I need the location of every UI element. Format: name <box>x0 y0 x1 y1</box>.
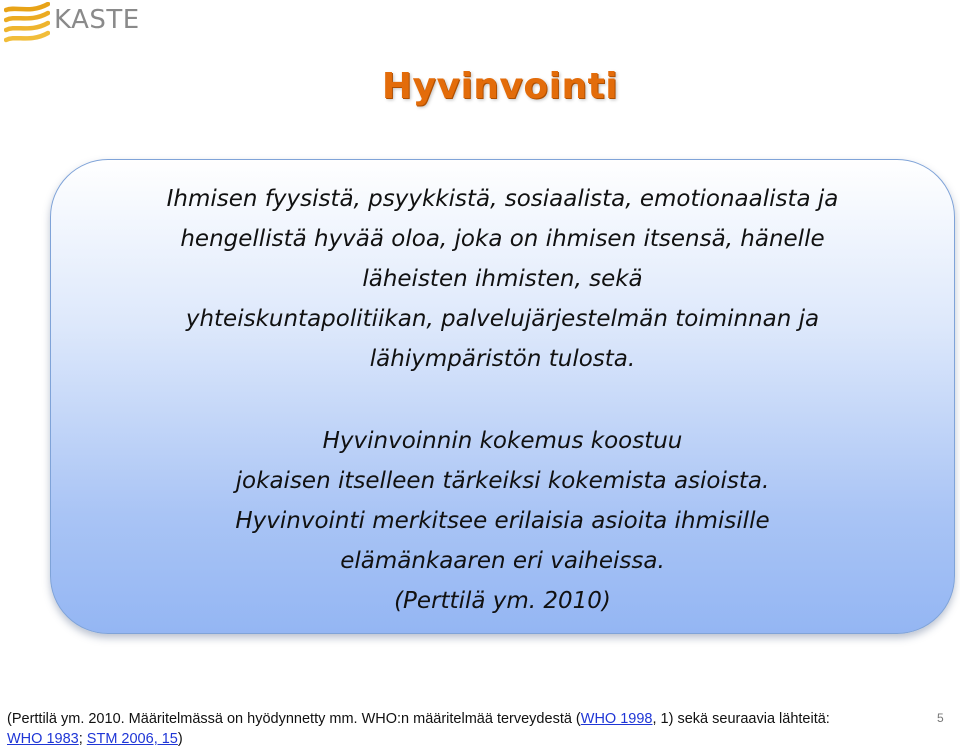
page-number: 5 <box>937 711 944 725</box>
experience-line: Hyvinvoinnin kokemus koostuu <box>322 428 683 454</box>
slide-title: Hyvinvointi <box>381 66 619 107</box>
definition-card <box>50 159 955 634</box>
definition-line: läheisten ihmisten, sekä <box>362 266 643 292</box>
experience-line: jokaisen itselleen tärkeiksi kokemista asioista. <box>235 468 770 494</box>
definition-line: lähiympäristön tulosta. <box>369 346 636 372</box>
footer-text: ; <box>78 731 87 747</box>
citation-line: (Perttilä ym. 2010) <box>394 588 611 614</box>
footer-text: ) <box>177 731 183 747</box>
link-who-1983[interactable]: WHO 1983 <box>7 731 79 747</box>
experience-line: Hyvinvointi merkitsee erilaisia asioita ihmisille <box>235 508 770 534</box>
footer-text: , 1) sekä seuraavia lähteitä: <box>652 711 830 727</box>
link-who-1998[interactable]: WHO 1998 <box>580 711 653 727</box>
footer-reference <box>7 709 867 749</box>
kaste-wave-icon <box>4 2 50 48</box>
definition-line: hengellistä hyvää oloa, joka on ihmisen itsensä, hänelle <box>180 226 825 252</box>
logo-text: KASTE <box>54 5 140 35</box>
kaste-logo <box>4 2 140 48</box>
paragraph-gap <box>51 379 954 421</box>
definition-line: Ihmisen fyysistä, psyykkistä, sosiaalista, emotionaalista ja <box>166 186 839 212</box>
definition-line: yhteiskuntapolitiikan, palvelujärjestelmän toiminnan ja <box>185 306 820 332</box>
footer-text: (Perttilä ym. 2010. Määritelmässä on hyödynnetty mm. WHO:n määritelmää terveydestä ( <box>7 711 581 727</box>
experience-line: elämänkaaren eri vaiheissa. <box>340 548 665 574</box>
link-stm-2006[interactable]: STM 2006, 15 <box>86 731 178 747</box>
